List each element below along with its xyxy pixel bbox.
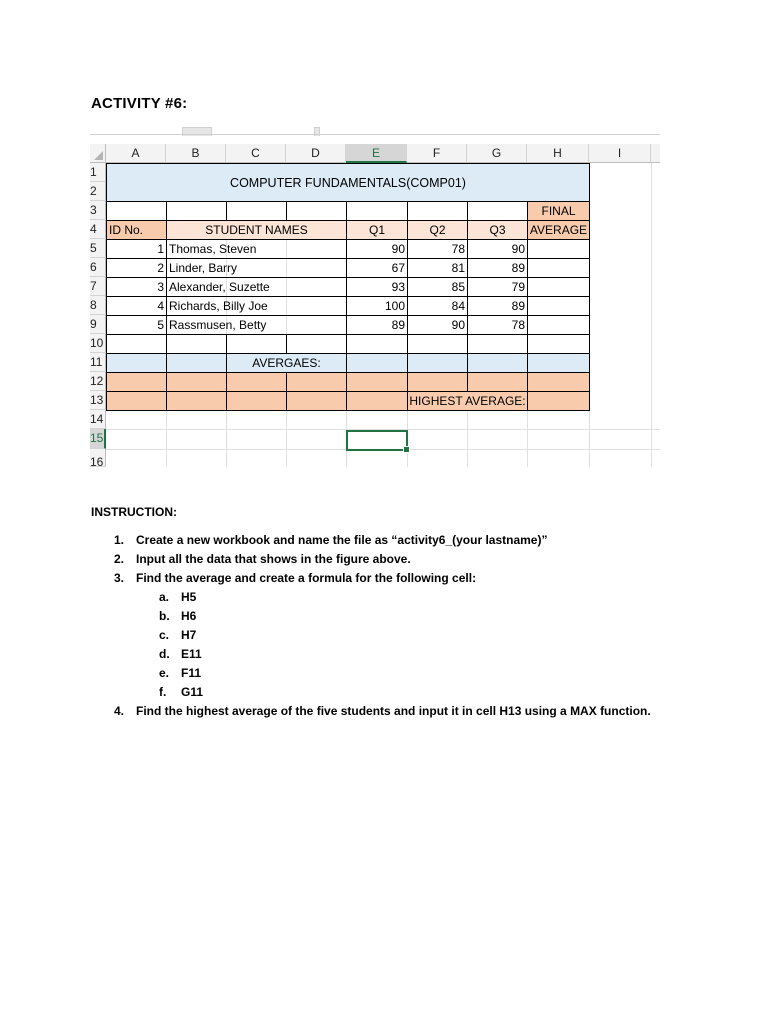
averages-label[interactable]: AVERGAES: [226,353,347,373]
cell-d12[interactable] [286,372,347,392]
cell-q3[interactable]: 79 [467,277,528,297]
cell-g12[interactable] [467,372,528,392]
cell-h11[interactable] [527,353,590,373]
final-average-header-line1[interactable]: FINAL [527,201,590,221]
merged-title-cell[interactable]: COMPUTER FUNDAMENTALS(COMP01) [106,163,590,202]
column-header-b[interactable]: B [166,144,226,163]
header-q2[interactable]: Q2 [407,220,468,240]
row-header[interactable]: 10 [90,334,106,353]
cell-c10[interactable] [226,334,287,354]
cell-final-average[interactable] [527,315,590,335]
cell-q3[interactable]: 90 [467,239,528,259]
cell-id[interactable]: 5 [106,315,167,335]
cell-e13[interactable] [346,391,408,411]
cell-q2[interactable]: 90 [407,315,468,335]
cell-c12[interactable] [226,372,287,392]
cell-g11[interactable] [467,353,528,373]
sub-item-text: H5 [181,590,197,604]
cell-q2[interactable]: 85 [407,277,468,297]
step-text: Input all the data that shows in the figure above. [136,552,411,566]
sub-item-letter: b. [159,609,170,623]
cell-a10[interactable] [106,334,167,354]
step-number: 3. [114,571,125,585]
row-header[interactable]: 12 [90,372,106,391]
cell-q2[interactable]: 84 [407,296,468,316]
cell-d10[interactable] [286,334,347,354]
column-header-f[interactable]: F [407,144,467,163]
row-header[interactable]: 14 [90,410,106,429]
cell-id[interactable]: 1 [106,239,167,259]
cell-final-average[interactable] [527,258,590,278]
cell-q1[interactable]: 100 [346,296,408,316]
sub-item-letter: f. [159,685,167,699]
cell-id[interactable]: 2 [106,258,167,278]
cell-q1[interactable]: 90 [346,239,408,259]
header-q3[interactable]: Q3 [467,220,528,240]
row-header-selected[interactable]: 15 [90,429,106,449]
column-header-e[interactable]: E [346,144,407,163]
column-header-a[interactable]: A [106,144,166,163]
cell-b10[interactable] [166,334,227,354]
cell-q2[interactable]: 78 [407,239,468,259]
sub-item-letter: a. [159,590,170,604]
cell-e10[interactable] [346,334,408,354]
activity-title: ACTIVITY #6: [91,95,188,112]
step-number: 1. [114,533,125,547]
cell-q1[interactable]: 89 [346,315,408,335]
cell-d13[interactable] [286,391,347,411]
column-header-d[interactable]: D [286,144,346,163]
step-number: 2. [114,552,125,566]
cell-e12[interactable] [346,372,408,392]
header-student-names[interactable]: STUDENT NAMES [166,220,347,240]
cell-q2[interactable]: 81 [407,258,468,278]
cell-g3[interactable] [467,201,528,221]
cell-c3[interactable] [226,201,287,221]
cell-e11[interactable] [346,353,408,373]
cell-a11[interactable] [106,353,167,373]
row-header[interactable]: 13 [90,391,106,410]
step-text: Create a new workbook and name the file as “activity6_(your lastname)” [136,533,548,547]
cell-grid[interactable] [106,163,660,467]
active-cell-selection[interactable] [346,430,408,451]
cell-q3[interactable]: 89 [467,258,528,278]
cell-q3[interactable]: 89 [467,296,528,316]
formula-bar-line [90,134,660,135]
sub-item-letter: e. [159,666,170,680]
gridline [651,163,652,467]
row-header[interactable]: 11 [90,353,106,372]
sub-item-text: F11 [181,666,202,680]
cell-f10[interactable] [407,334,468,354]
row-header[interactable]: 4 [90,220,106,239]
instruction-heading: INSTRUCTION: [91,505,177,519]
row-header[interactable]: 3 [90,201,106,220]
cell-f11[interactable] [407,353,468,373]
highest-average-label[interactable]: HIGHEST AVERAGE: [407,391,528,411]
cell-final-average[interactable] [527,277,590,297]
row-header[interactable]: 5 [90,239,106,258]
header-q1[interactable]: Q1 [346,220,408,240]
cell-final-average[interactable] [527,239,590,259]
cell-c13[interactable] [226,391,287,411]
spreadsheet-screenshot [90,125,660,467]
cell-f12[interactable] [407,372,468,392]
cell-id[interactable]: 3 [106,277,167,297]
row-header[interactable]: 16 [90,449,106,467]
cell-h12[interactable] [527,372,590,392]
cell-a3[interactable] [106,201,167,221]
sub-item-letter: d. [159,647,170,661]
sub-item-text: H6 [181,609,197,623]
cell-e3[interactable] [346,201,408,221]
cell-student-name[interactable]: Linder, Barry [166,258,347,278]
cell-h10[interactable] [527,334,590,354]
cell-g10[interactable] [467,334,528,354]
cell-f3[interactable] [407,201,468,221]
sub-item-text: H7 [181,628,197,642]
column-header-c[interactable]: C [226,144,286,163]
cell-b11[interactable] [166,353,227,373]
header-id[interactable]: ID No. [106,220,167,240]
cell-b12[interactable] [166,372,227,392]
column-header-g[interactable]: G [467,144,527,163]
cell-q1[interactable]: 67 [346,258,408,278]
row-header[interactable]: 6 [90,258,106,277]
cell-student-name[interactable]: Rassmusen, Betty [166,315,347,335]
final-average-header-line2[interactable]: AVERAGE [527,220,590,240]
row-header[interactable]: 7 [90,277,106,296]
formula-bar-strip [90,125,660,135]
cell-b3[interactable] [166,201,227,221]
cell-a12[interactable] [106,372,167,392]
sub-item-text: G11 [181,685,204,699]
step-text: Find the highest average of the five students and input it in cell H13 using a MAX function. [136,704,651,718]
row-header[interactable]: 1 [90,163,106,182]
cell-h13[interactable] [527,391,590,411]
select-all-corner[interactable] [90,144,106,163]
cell-student-name[interactable]: Alexander, Suzette [166,277,347,297]
step-text: Find the average and create a formula for the following cell: [136,571,477,585]
row-header[interactable]: 9 [90,315,106,334]
column-header-i[interactable]: I [589,144,651,163]
column-header-h[interactable]: H [527,144,589,163]
sub-item-letter: c. [159,628,170,642]
row-header[interactable]: 8 [90,296,106,315]
step-number: 4. [114,704,125,718]
cell-final-average[interactable] [527,296,590,316]
row-header[interactable]: 2 [90,182,106,201]
cell-student-name[interactable]: Thomas, Steven [166,239,347,259]
sub-item-text: E11 [181,647,202,661]
column-header-overflow [651,144,660,163]
cell-q3[interactable]: 78 [467,315,528,335]
cell-student-name[interactable]: Richards, Billy Joe [166,296,347,316]
cell-d3[interactable] [286,201,347,221]
cell-a13[interactable] [106,391,167,411]
cell-b13[interactable] [166,391,227,411]
cell-id[interactable]: 4 [106,296,167,316]
cell-q1[interactable]: 93 [346,277,408,297]
